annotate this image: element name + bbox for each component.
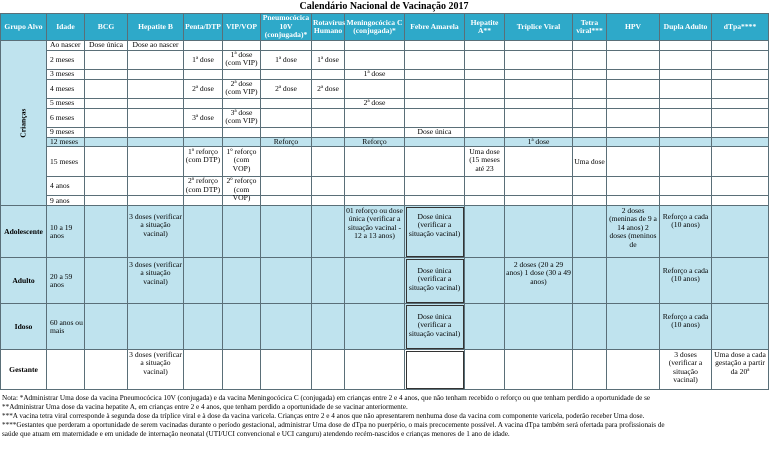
table-row	[1, 70, 769, 80]
cell-penta: 2º reforço (com DTP)	[184, 177, 223, 196]
col-header: Tetra viral***	[573, 14, 607, 41]
footnote: ****Gestantes que perderam a oportunidade de serem vacinadas durante o período gestacional, administrar Uma dose de dTpa no puerpério, o mais precocemente possível. A vacina dTpa também será ofertada para profissionais de	[2, 421, 665, 429]
age-cell: 15 meses	[47, 147, 85, 177]
col-header: Hepatite B	[128, 14, 184, 41]
cell-vip: 1º reforço (com VOP)	[223, 147, 261, 177]
age-cell: 3 meses	[47, 70, 85, 80]
age-cell: 9 anos	[47, 196, 85, 206]
col-header: Pneumocócica 10V (conjugada)*	[261, 14, 312, 41]
group-label-criancas: Crianças	[1, 41, 47, 206]
cell-vip: 2º reforço (com VOP)	[223, 177, 261, 196]
table-row	[1, 109, 769, 128]
cell-triplice: 1ª dose	[505, 138, 573, 147]
cell-hepb: 3 doses (verificar a situação vacinal)	[128, 206, 184, 258]
table-row	[1, 196, 769, 206]
col-header: Tríplice Viral	[505, 14, 573, 41]
col-header: Rotavírus Humano	[312, 14, 345, 41]
cell-febre: Dose única (verificar a situação vacinal)	[405, 258, 465, 304]
age-cell: 6 meses	[47, 109, 85, 128]
col-header: HPV	[607, 14, 660, 41]
col-header: BCG	[85, 14, 128, 41]
cell-febre: Dose única	[405, 128, 465, 138]
age-cell: Ao nascer	[47, 41, 85, 51]
group-label-idoso: Idoso	[1, 304, 47, 350]
col-header: Grupo Alvo	[1, 14, 47, 41]
cell-vip: 1ª dose (com VIP)	[223, 51, 261, 70]
cell-penta: 1º reforço (com DTP)	[184, 147, 223, 177]
footnote: **Administrar Uma dose da vacina hepatite A, em crianças entre 2 e 4 anos, que tenham perdido a oportunidade de se vacinar anteriormente.	[2, 403, 408, 411]
age-cell: 4 meses	[47, 80, 85, 99]
table-row	[1, 99, 769, 109]
cell-febre: Dose única (verificar a situação vacinal)	[405, 206, 465, 258]
cell-penta: 2ª dose	[184, 80, 223, 99]
age-cell: 60 anos ou mais	[47, 304, 85, 350]
cell-pneumo: 1ª dose	[261, 51, 312, 70]
cell-menc: 1ª dose	[345, 70, 405, 80]
cell-hepb: Dose ao nascer	[128, 41, 184, 51]
age-cell: 2 meses	[47, 51, 85, 70]
age-cell: 5 meses	[47, 99, 85, 109]
cell-hpv: 2 doses (meninas de 9 a 14 anos) 2 doses (meninos de	[607, 206, 660, 258]
table-row	[1, 41, 769, 51]
vaccination-table	[0, 13, 769, 390]
footnotes	[0, 394, 766, 439]
table-row	[1, 177, 769, 196]
cell-hepb: 3 doses (verificar a situação vacinal)	[128, 258, 184, 304]
cell-dupla: Reforço a cada (10 anos)	[660, 304, 712, 350]
cell-triplice: 2 doses (20 a 29 anos) 1 dose (30 a 49 anos)	[505, 258, 573, 304]
group-label-adulto: Adulto	[1, 258, 47, 304]
cell-dtpa: Uma dose a cada gestação a partir da 20ª	[712, 350, 769, 390]
footnote: saúde que atuam em maternidade e em unidade de internação neonatal (UTI/UCI convencional e UCI canguru) atendendo recém-nascidos e crianças menores de 1 ano de idade.	[2, 430, 510, 438]
cell-hepb: 3 doses (verificar a situação vacinal)	[128, 350, 184, 390]
table-row	[1, 128, 769, 138]
age-cell: 9 meses	[47, 128, 85, 138]
col-header: dTpa****	[712, 14, 769, 41]
cell-dupla: Reforço a cada (10 anos)	[660, 258, 712, 304]
col-header: Meningocócica C (conjugada)*	[345, 14, 405, 41]
age-cell: 4 anos	[47, 177, 85, 196]
cell-bcg: Dose única	[85, 41, 128, 51]
age-cell: 20 a 59 anos	[47, 258, 85, 304]
cell-penta: 3ª dose	[184, 109, 223, 128]
cell-rota: 2ª dose	[312, 80, 345, 99]
cell-vip: 3ª dose (com VIP)	[223, 109, 261, 128]
table-row	[1, 147, 769, 177]
group-label-gestante: Gestante	[1, 350, 47, 390]
cell-pneumo: 2ª dose	[261, 80, 312, 99]
page-title: Calendário Nacional de Vacinação 2017	[299, 1, 469, 12]
cell-dupla: Reforço a cada (10 anos)	[660, 206, 712, 258]
cell-tetra: Uma dose	[573, 147, 607, 177]
cell-penta: 1ª dose	[184, 51, 223, 70]
cell-dupla: 3 doses (verificar a situação vacinal)	[660, 350, 712, 390]
table-row	[1, 206, 769, 258]
cell-hepa: Uma dose (15 meses até 23	[465, 147, 505, 177]
col-header: Dupla Adulto	[660, 14, 712, 41]
table-row	[1, 304, 769, 350]
header-row	[1, 14, 769, 41]
cell-pneumo: Reforço	[261, 138, 312, 147]
table-row	[1, 350, 769, 390]
age-cell: 12 meses	[47, 138, 85, 147]
footnote: ***A vacina tetra viral corresponde à segunda dose da tríplice viral e à dose da vacina varicela. Crianças entre 2 e 4 anos que não apresentarem nenhuma dose da vacina com componente varicela, poderão receber Uma dose.	[2, 412, 645, 420]
table-row	[1, 138, 769, 147]
table-row	[1, 51, 769, 70]
footnote: Nota: *Administrar Uma dose da vacina Pneumocócica 10V (conjugada) e da vacina Meningocócica C (conjugada) em crianças entre 2 e 4 anos, que não tenham recebido o reforço ou que tenham perdido a oportunidade de se	[2, 394, 651, 402]
group-label-adolescente: Adolescente	[1, 206, 47, 258]
cell-febre: Dose única (verificar a situação vacinal)	[405, 304, 465, 350]
cell-rota: 1ª dose	[312, 51, 345, 70]
age-cell: 10 a 19 anos	[47, 206, 85, 258]
cell-menc: Reforço	[345, 138, 405, 147]
col-header: Hepatite A**	[465, 14, 505, 41]
cell-vip: 2ª dose (com VIP)	[223, 80, 261, 99]
table-row	[1, 80, 769, 99]
cell-menc: 01 reforço ou dose única (verificar a situação vacinal - 12 a 13 anos)	[345, 206, 405, 258]
col-header: Febre Amarela	[405, 14, 465, 41]
table-row	[1, 258, 769, 304]
cell-menc: 2ª dose	[345, 99, 405, 109]
col-header: VIP/VOP	[223, 14, 261, 41]
col-header: Penta/DTP	[184, 14, 223, 41]
col-header: Idade	[47, 14, 85, 41]
